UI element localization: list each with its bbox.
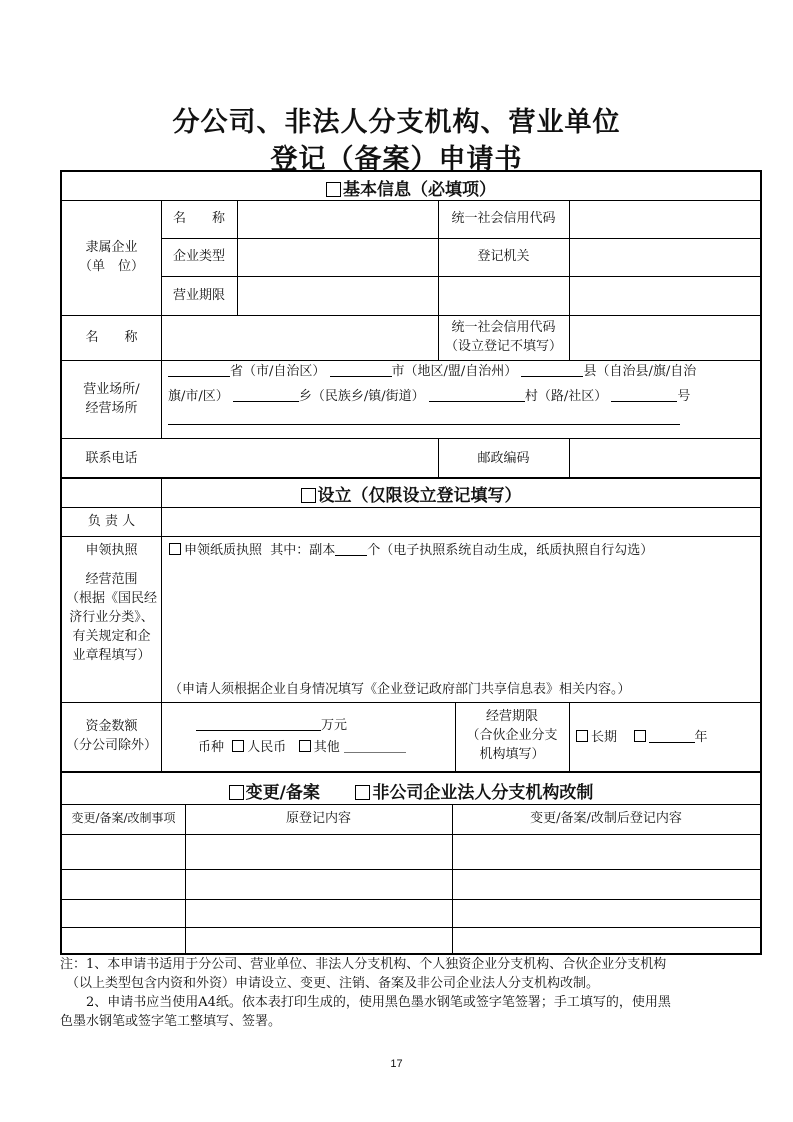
license-label: 申领执照 [85, 543, 138, 558]
long-term-checkbox[interactable] [576, 730, 588, 742]
enterprise-type-label: 企业类型 [172, 249, 225, 264]
currency-options: 币种 人民币 其他 [198, 738, 406, 757]
address-line1: 省（市/自治区） 市（地区/盟/自治州） 县（自治县/旗/自治 [168, 362, 696, 381]
notes: 注：1、本申请书适用于分公司、营业单位、非法人分支机构、个人独资企业分支机构、合伙企业分支机构 （以上类型包含内资和外资）申请设立、变更、注销、备案及非公司企业法人分支机构改制。 2、申请书应当使用A4纸。依本表打印生成的，使用黑色墨水钢笔或签字笔签署；手工填写的，使用黑 色墨水钢笔或签字笔工整填写、签署。 [60, 957, 671, 1029]
capital-amount-field[interactable] [196, 716, 321, 731]
house-number-field[interactable] [611, 387, 677, 402]
address-label: 营业场所/ 经营场所 [83, 382, 140, 416]
village-field[interactable] [429, 387, 525, 402]
checkbox-establish[interactable] [301, 488, 316, 503]
province-field[interactable] [168, 362, 230, 377]
city-field[interactable] [330, 362, 392, 377]
page-title-line1: 分公司、非法人分支机构、营业单位 [172, 107, 621, 138]
business-scope-label: 经营范围 （根据《国民经 济行业分类》、 有关规定和企 业章程填写） [65, 572, 157, 663]
business-scope-hint: （申请人须根据企业自身情况填写《企业登记政府部门共享信息表》相关内容。） [169, 682, 631, 697]
section-change: 变更/备案 非公司企业法人分支机构改制 [62, 778, 760, 803]
checkbox-restructure[interactable] [355, 785, 370, 800]
postcode-label: 邮政编码 [477, 451, 530, 466]
copy-count-field[interactable] [335, 541, 367, 556]
capital-amount: 万元 [196, 716, 347, 735]
parent-name-label: 名 称 [172, 211, 225, 226]
other-currency-checkbox[interactable] [299, 740, 311, 752]
page-number: 17 [390, 1058, 403, 1070]
new-content-header: 变更/备案/改制后登记内容 [530, 811, 682, 826]
years-field[interactable] [649, 728, 695, 743]
capital-label: 资金数额 （分公司除外） [65, 719, 157, 753]
checkbox-basic-info[interactable] [326, 182, 341, 197]
county-field[interactable] [521, 362, 583, 377]
paper-license-checkbox[interactable] [169, 543, 181, 555]
page-title-line2: 登记（备案）申请书 [270, 144, 523, 175]
original-content-header: 原登记内容 [285, 811, 351, 826]
change-items-header: 变更/备案/改制事项 [71, 811, 176, 825]
address-detail-line[interactable] [168, 424, 680, 425]
person-in-charge-label: 负 责 人 [87, 514, 136, 529]
section-basic-info: 基本信息（必填项） [62, 175, 760, 200]
years-checkbox[interactable] [634, 730, 646, 742]
town-field[interactable] [233, 387, 299, 402]
operating-period-label: 经营期限 （合伙企业分支 机构填写） [466, 709, 558, 762]
checkbox-change[interactable] [229, 785, 244, 800]
phone-label: 联系电话 [85, 451, 138, 466]
branch-credit-code-label: 统一社会信用代码 （设立登记不填写） [444, 320, 562, 354]
branch-name-label: 名 称 [85, 330, 138, 345]
parent-enterprise-label: 隶属企业 （单 位） [78, 240, 144, 274]
license-options: 申领纸质执照 其中：副本 个（电子执照系统自动生成，纸质执照自行勾选） [169, 541, 653, 560]
section-establish: 设立（仅限设立登记填写） [62, 481, 760, 506]
other-currency-field[interactable] [344, 738, 406, 753]
application-form [60, 170, 762, 955]
rmb-checkbox[interactable] [232, 740, 244, 752]
registration-authority-label: 登记机关 [477, 249, 530, 264]
operating-period-options: 长期 年 [576, 728, 708, 747]
parent-credit-code-label: 统一社会信用代码 [451, 211, 556, 226]
address-line2: 旗/市/区） 乡（民族乡/镇/街道） 村（路/社区） 号 [168, 389, 691, 404]
business-term-label: 营业期限 [172, 288, 225, 303]
